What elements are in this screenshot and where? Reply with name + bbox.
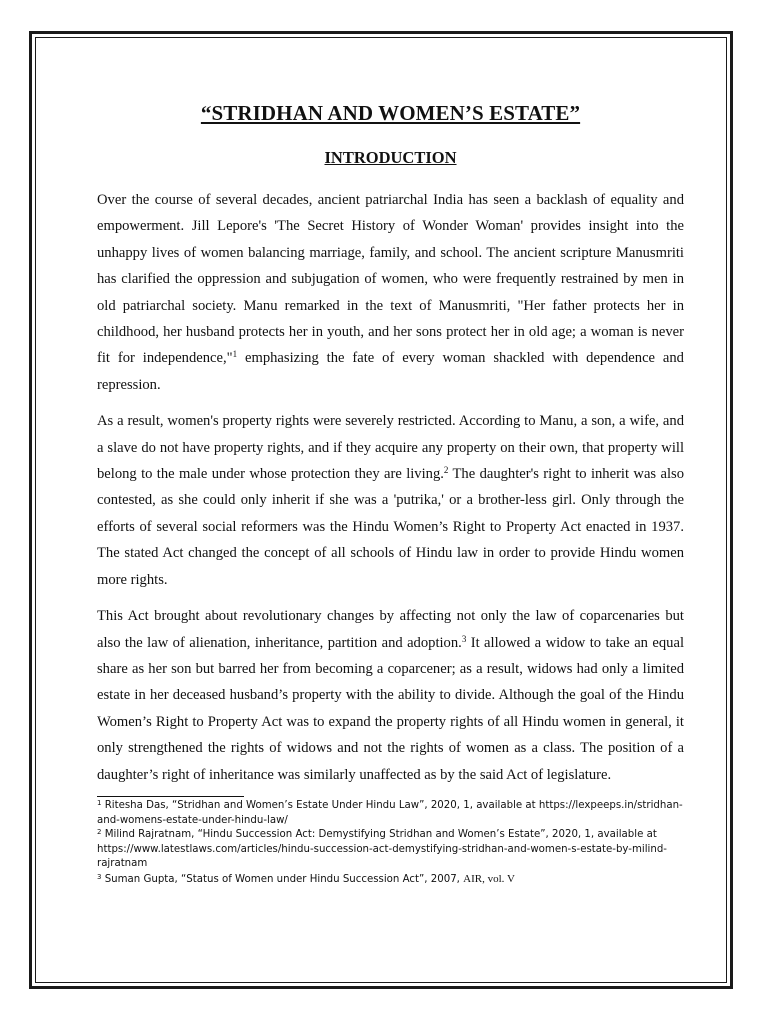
- footnote-1: [97, 799, 684, 828]
- footnote-ref-1[interactable]: 1: [232, 349, 238, 360]
- paragraph-1: [97, 187, 684, 398]
- footnote-separator: [97, 796, 244, 797]
- footnote-number: 3: [97, 872, 102, 881]
- section-heading: INTRODUCTION: [324, 148, 457, 167]
- footnote-ref-3[interactable]: 3: [461, 633, 467, 644]
- paragraph-2-text: As a result, women's property rights were severely restricted. According to Manu, a son, a wife, and a slave do not have property rights, and if they acquire any property on their own, that property will belong to the male under whose protection they are living.: [97, 413, 684, 483]
- document-title: “STRIDHAN AND WOMEN’S ESTATE”: [200, 101, 581, 125]
- paragraph-2-text-cont: The daughter's right to inherit was also contested, as she could only inherit if she was a 'putrika,' or a brother-less girl. Only through the efforts of several social reformers was the Hindu Women’s Right to Property Act enacted in 1937. The stated Act changed the concept of all schools of Hindu law in order to provide Hindu women more rights.: [97, 466, 684, 588]
- footnotes: [97, 799, 684, 888]
- paragraph-3-text-cont: It allowed a widow to take an equal share as her son but barred her from becoming a coparcener; as a result, widows had only a limited estate in her deceased husband’s property with the ability to divide. Although the goal of the Hindu Women’s Right to Property Act was to expand the property rights of all Hindu women in general, it only strengthened the rights of widows and not the rights of women as a class. The position of a daughter’s right of inheritance was similarly unaffected as by the said Act of legislature.: [97, 634, 684, 783]
- footnote-text-serif: AIR, vol. V: [463, 872, 515, 885]
- footnote-text: Milind Rajratnam, “Hindu Succession Act: Demystifying Stridhan and Women’s Estate”, 2020, 1, available at https://www.latestlaws.com/articles/hindu-succession-act-demystifying-stridhan-and-women-s-estate-by-milind-rajratnam: [97, 829, 667, 870]
- footnote-text: Ritesha Das, “Stridhan and Women’s Estate Under Hindu Law”, 2020, 1, available at https://lexpeeps.in/stridhan-and-womens-estate-under-hindu-law/: [97, 799, 683, 826]
- footnote-2: [97, 828, 684, 872]
- footnote-3: [97, 872, 684, 888]
- paragraph-1-text: Over the course of several decades, ancient patriarchal India has seen a backlash of equality and empowerment. Jill Lepore's 'The Secret History of Wonder Woman' provides insight into the unhappy lives of women balancing marriage, family, and school. The ancient scripture Manusmriti has clarified the oppression and subjugation of women, who were frequently restrained by men in old patriarchal society. Manu remarked in the text of Manusmriti, "Her father protects her in childhood, her husband protects her in youth, and her sons protect her in old age; a woman is never fit for independence,": [97, 192, 684, 367]
- document-body: [97, 100, 684, 888]
- footnote-text: Suman Gupta, “Status of Women under Hindu Succession Act”, 2007,: [101, 873, 464, 885]
- footnote-number: 2: [97, 828, 102, 837]
- paragraph-3: [97, 603, 684, 788]
- page-frame-outer: [29, 31, 733, 989]
- paragraph-2: [97, 408, 684, 593]
- paragraph-3-text: This Act brought about revolutionary changes by affecting not only the law of coparcenaries but also the law of alienation, inheritance, partition and adoption.: [97, 608, 684, 651]
- paragraph-1-text-cont: emphasizing the fate of every woman shackled with dependence and repression.: [97, 350, 684, 393]
- footnote-number: 1: [97, 798, 102, 807]
- page-frame-inner: [35, 37, 727, 983]
- footnote-ref-2[interactable]: 2: [443, 465, 449, 476]
